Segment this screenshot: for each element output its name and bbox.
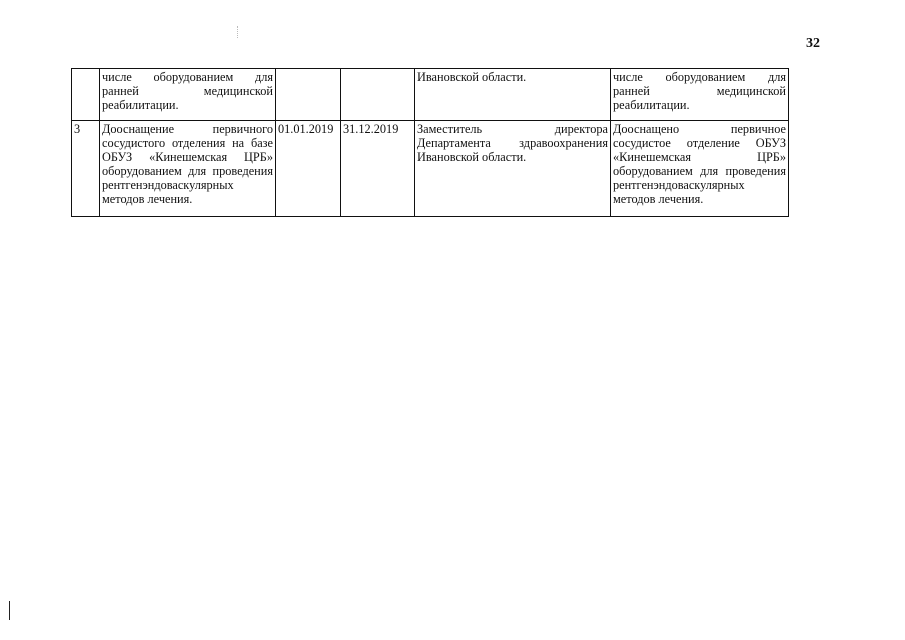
- event-line: реабилитации.: [102, 98, 179, 112]
- cell-end-date: [341, 69, 415, 121]
- result-line: Дооснащено первичное: [613, 122, 786, 136]
- event-line: Дооснащение первичного: [102, 122, 273, 136]
- responsible-line: Заместитель директора: [417, 122, 608, 136]
- cell-responsible: [415, 69, 611, 121]
- responsible-line: Ивановской области.: [417, 70, 527, 84]
- event-line: сосудистого отделения на базе: [102, 136, 273, 150]
- cell-number: [72, 69, 100, 121]
- cell-event: [100, 69, 276, 121]
- result-line: «Кинешемская ЦРБ»: [613, 150, 786, 164]
- margin-mark: [9, 601, 10, 620]
- event-line: методов лечения.: [102, 192, 193, 206]
- result-line: ранней медицинской: [613, 84, 786, 98]
- result-line: реабилитации.: [613, 98, 690, 112]
- scan-artifact: [237, 26, 239, 38]
- responsible-line: Департамента здравоохранения: [417, 136, 608, 150]
- event-line: ОБУЗ «Кинешемская ЦРБ»: [102, 150, 273, 164]
- event-line: числе оборудованием для: [102, 70, 273, 84]
- cell-event: [100, 121, 276, 217]
- table-row: [72, 121, 789, 217]
- cell-number: 3: [72, 121, 100, 217]
- result-line: оборудованием для проведения: [613, 164, 786, 178]
- result-line: рентгенэндоваскулярных: [613, 178, 745, 192]
- plan-table: [71, 68, 789, 217]
- result-line: числе оборудованием для: [613, 70, 786, 84]
- cell-end-date: 31.12.2019: [341, 121, 415, 217]
- result-line: методов лечения.: [613, 192, 704, 206]
- responsible-line: Ивановской области.: [417, 150, 527, 164]
- page-number: 32: [806, 36, 820, 51]
- table-row: [72, 69, 789, 121]
- cell-start-date: [276, 69, 341, 121]
- cell-responsible: [415, 121, 611, 217]
- result-line: сосудистое отделение ОБУЗ: [613, 136, 786, 150]
- cell-start-date: 01.01.2019: [276, 121, 341, 217]
- cell-result: [611, 69, 789, 121]
- event-line: оборудованием для проведения: [102, 164, 273, 178]
- event-line: ранней медицинской: [102, 84, 273, 98]
- cell-result: [611, 121, 789, 217]
- event-line: рентгенэндоваскулярных: [102, 178, 234, 192]
